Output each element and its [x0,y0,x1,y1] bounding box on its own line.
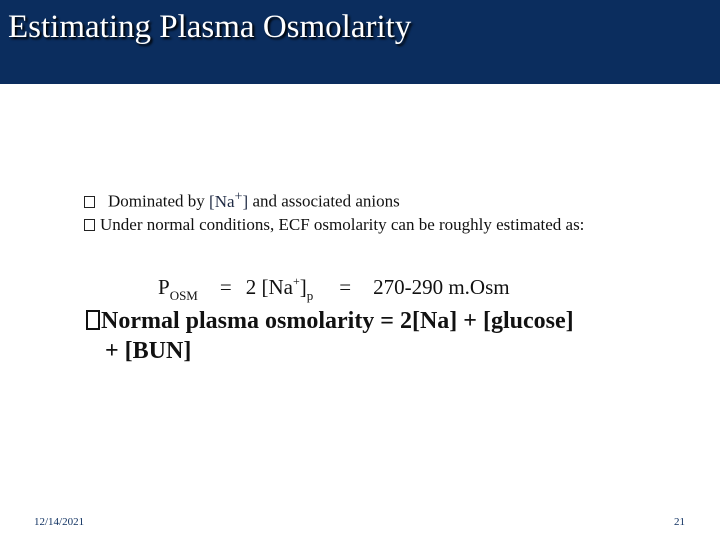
formula-bracket: ] [299,275,307,299]
bullet-normal-conditions [84,215,584,235]
checkbox-bullet-icon [84,196,95,208]
checkbox-bullet-icon [84,219,95,231]
sodium-inline [209,188,249,211]
formula-equals-2: = [339,275,352,299]
formula-p-subscript: p [306,288,314,303]
page-number: 21 [674,516,685,528]
bullet-1-suffix: and associated anions [248,191,400,211]
checkbox-bullet-icon [86,310,100,330]
sodium-inline-charge: + [234,188,243,204]
osmolarity-formula [158,268,510,309]
bullet-2-text: Under normal conditions, ECF osmolarity can be roughly estimated as: [100,215,585,234]
bullet-1-prefix: Dominated by [108,191,210,211]
formula-range: 270-290 m.Osm [373,275,510,299]
sodium-inline-close: ] [242,191,249,211]
formula-equals-1: = [219,275,232,299]
footer-date: 12/14/2021 [34,516,85,528]
formula-na-charge: + [292,274,300,288]
emphasis-line-2: + [BUN] [105,338,192,364]
formula-p: P [158,275,170,299]
formula-osm-subscript: OSM [169,288,198,303]
title-bar [0,0,720,84]
emphasis-line-1: Normal plasma osmolarity = 2[Na] + [glucose] [101,308,574,334]
normal-plasma-osmolarity [86,306,686,366]
slide-title: Estimating Plasma Osmolarity [8,9,412,45]
formula-coefficient: 2 [Na [245,275,293,299]
bullet-dominated [84,186,400,212]
sodium-inline-open: [Na [209,191,235,211]
